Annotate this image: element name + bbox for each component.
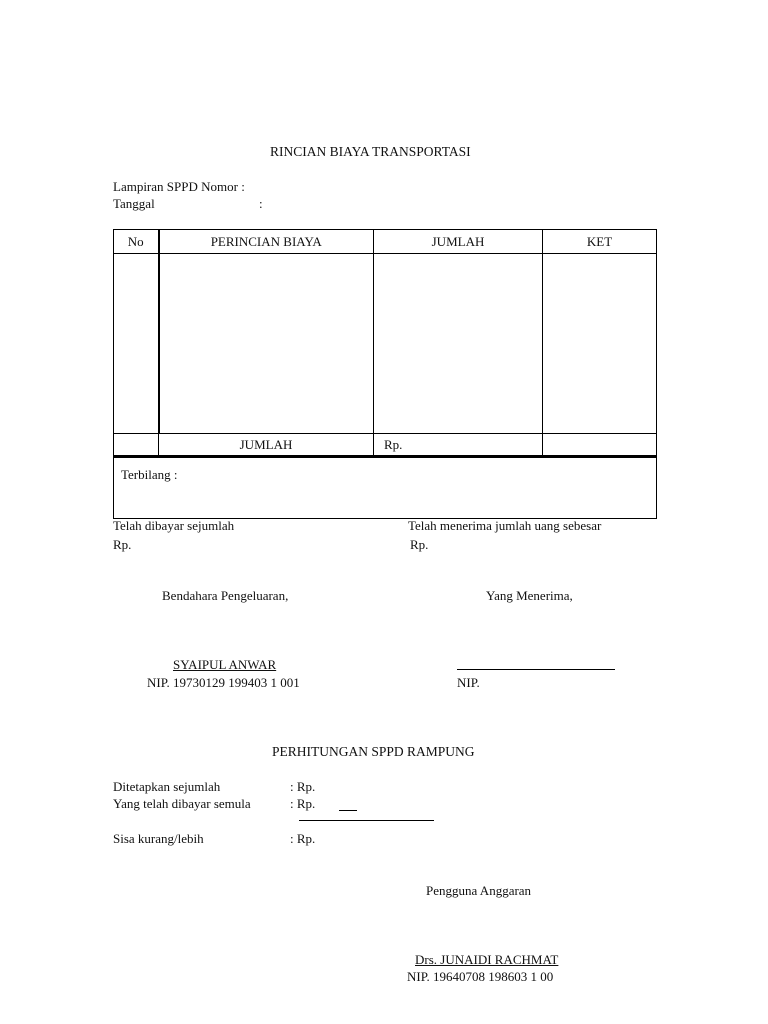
terbilang-box — [113, 456, 657, 519]
total-value: Rp. — [374, 434, 543, 456]
lampiran-sppd-label: Lampiran SPPD Nomor : — [113, 179, 245, 194]
approver-role: Pengguna Anggaran — [426, 883, 532, 898]
recipient-nip: NIP. — [457, 675, 480, 690]
column-header-ket: KET — [543, 230, 657, 254]
document-title: RINCIAN BIAYA TRANSPORTASI — [270, 144, 471, 159]
approver-nip: NIP. 19640708 198603 1 00 — [407, 969, 554, 984]
table-header-row — [114, 230, 657, 254]
column-header-no: No — [114, 230, 159, 254]
column-header-jumlah: JUMLAH — [374, 230, 543, 254]
recipient-role: Yang Menerima, — [486, 588, 573, 603]
calc-sum-line — [299, 820, 434, 821]
cell-jumlah — [374, 254, 543, 434]
tanggal-label: Tanggal — [113, 196, 155, 211]
paid-amount-rp: Rp. — [113, 537, 132, 552]
calc-sisa-value: : Rp. — [290, 831, 316, 846]
treasurer-name: SYAIPUL ANWAR — [173, 657, 277, 672]
total-cell-ket — [543, 434, 657, 456]
calc-ditetapkan-label: Ditetapkan sejumlah — [113, 779, 221, 794]
treasurer-role: Bendahara Pengeluaran, — [162, 588, 289, 603]
table-total-row — [114, 434, 657, 456]
table-body-row — [114, 254, 657, 434]
recipient-signature-line — [457, 669, 615, 670]
received-amount-text: Telah menerima jumlah uang sebesar — [408, 518, 602, 533]
cell-perincian — [159, 254, 374, 434]
column-header-perincian: PERINCIAN BIAYA — [159, 230, 374, 254]
cell-no — [114, 254, 159, 434]
total-label: JUMLAH — [159, 434, 374, 456]
calc-dibayar-value: : Rp. — [290, 796, 316, 811]
calc-sisa-label: Sisa kurang/lebih — [113, 831, 204, 846]
cost-table — [113, 229, 657, 456]
calc-dibayar-label: Yang telah dibayar semula — [113, 796, 251, 811]
cell-ket — [543, 254, 657, 434]
calc-short-underline — [339, 810, 357, 811]
received-amount-rp: Rp. — [410, 537, 429, 552]
total-cell-no — [114, 434, 159, 456]
calc-ditetapkan-value: : Rp. — [290, 779, 316, 794]
paid-amount-text: Telah dibayar sejumlah — [113, 518, 235, 533]
terbilang-label: Terbilang : — [121, 467, 178, 482]
treasurer-nip: NIP. 19730129 199403 1 001 — [147, 675, 300, 690]
final-calc-title: PERHITUNGAN SPPD RAMPUNG — [272, 744, 475, 759]
tanggal-colon: : — [259, 196, 263, 211]
approver-name: Drs. JUNAIDI RACHMAT — [415, 952, 559, 967]
